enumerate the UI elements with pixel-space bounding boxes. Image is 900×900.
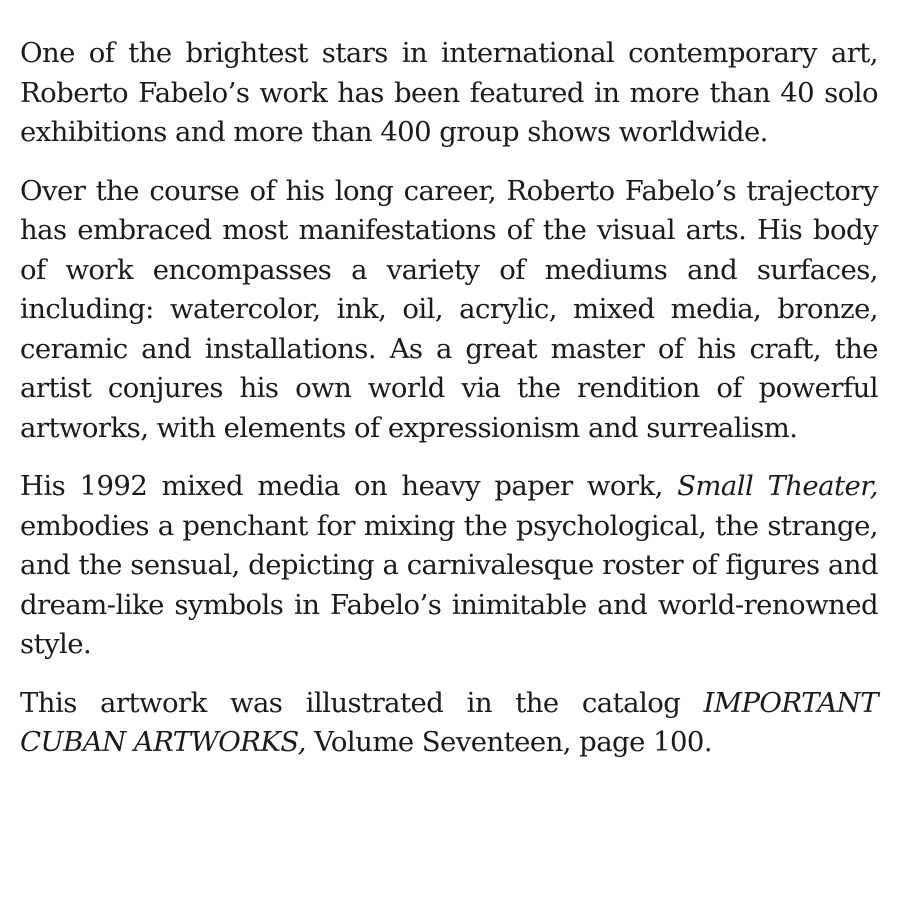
paragraph-career: Over the course of his long career, Roberto Fabelo’s trajectory has embraced most manifestations of the visual arts. His body of work encompasses a variety of mediums and surfaces, including: watercolor, ink, oil, acrylic, mixed media, bronze, ceramic and installations. As a great master of his craft, the artist conjures his own world via the rendition of powerful artworks, with elements of expressionism and surrealism. bbox=[20, 174, 878, 444]
paragraph-intro: One of the brightest stars in international contemporary art, Roberto Fabelo’s work has been featured in more than 40 solo exhibitions and more than 400 group shows worldwide. bbox=[20, 37, 878, 148]
catalog-text-tail: Volume Seventeen, page 100. bbox=[305, 726, 713, 758]
paragraph-artwork bbox=[20, 467, 878, 665]
artwork-text-body: embodies a penchant for mixing the psychological, the strange, and the sensual, depicting a carnivalesque roster of figures and dream-like symbols in Fabelo’s inimitable and world-renowned style. bbox=[20, 509, 878, 660]
artwork-text-lead: His 1992 mixed media on heavy paper work, bbox=[20, 470, 678, 502]
artwork-title: Small Theater, bbox=[677, 470, 878, 502]
paragraph-catalog bbox=[20, 684, 878, 763]
document-body bbox=[20, 34, 878, 782]
catalog-text-lead: This artwork was illustrated in the catalog bbox=[20, 686, 704, 719]
catalog-title: IMPORTANT CUBAN ARTWORKS, bbox=[20, 686, 878, 758]
